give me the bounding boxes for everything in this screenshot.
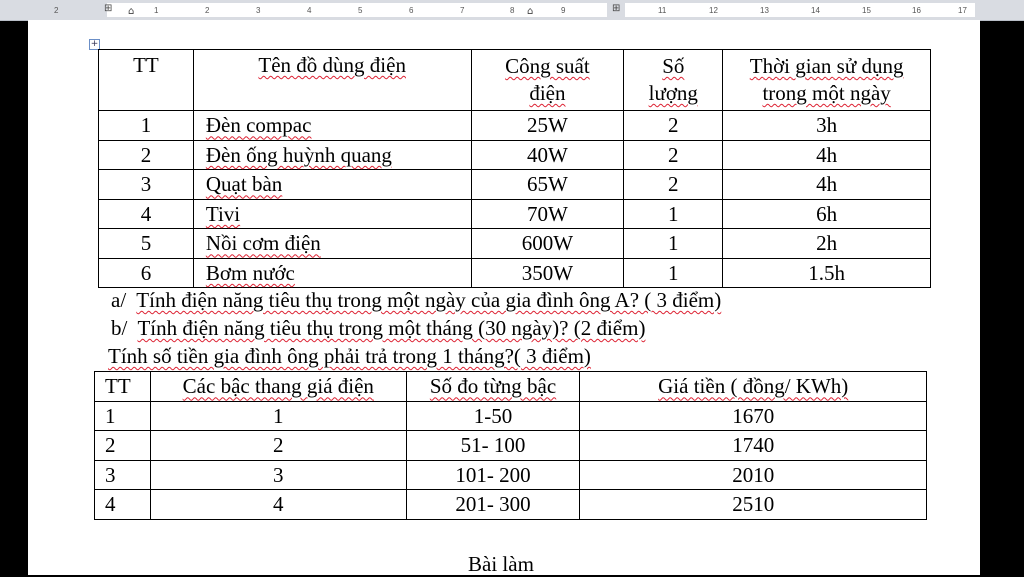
cell-tier: 3 <box>150 460 406 490</box>
question-b <box>111 316 645 341</box>
cell-tt: 2 <box>99 140 194 170</box>
cell-appliance: Đèn ống huỳnh quang <box>193 140 471 170</box>
table-row <box>99 229 931 259</box>
cell-time: 3h <box>723 111 931 141</box>
document-page[interactable] <box>28 20 980 575</box>
cell-range: 101- 200 <box>406 460 580 490</box>
cell-time: 2h <box>723 229 931 259</box>
cell-quantity: 1 <box>624 229 723 259</box>
cell-time: 4h <box>723 140 931 170</box>
cell-appliance: Bơm nước <box>193 258 471 288</box>
cell-price: 2510 <box>580 490 927 520</box>
cell-tt: 3 <box>99 170 194 200</box>
question-b-text: Tính điện năng tiêu thụ trong một tháng (30 ngày)? (2 điểm) <box>137 316 646 340</box>
header-price: Giá tiền ( đồng/ KWh) <box>580 372 927 402</box>
cell-tt: 3 <box>95 460 151 490</box>
cell-tt: 1 <box>95 401 151 431</box>
cell-appliance: Đèn compac <box>193 111 471 141</box>
question-c <box>108 344 591 369</box>
cell-tier: 1 <box>150 401 406 431</box>
header-tt: TT <box>95 372 151 402</box>
header-usage-time: Thời gian sử dụng trong một ngày <box>723 50 931 111</box>
cell-appliance: Nồi cơm điện <box>193 229 471 259</box>
table-row <box>99 140 931 170</box>
cell-time: 6h <box>723 199 931 229</box>
cell-power: 70W <box>471 199 624 229</box>
cell-quantity: 2 <box>624 111 723 141</box>
ruler-label: 2 <box>54 6 59 15</box>
table-row <box>99 111 931 141</box>
table-header-row <box>95 372 927 402</box>
cell-power: 65W <box>471 170 624 200</box>
ruler-label: 3 <box>256 6 261 15</box>
header-tt: TT <box>99 50 194 111</box>
column-marker-right-icon[interactable]: ⊞ <box>612 3 621 14</box>
ruler-label: 8 <box>510 6 515 15</box>
price-table <box>94 371 927 520</box>
question-a-text: Tính điện năng tiêu thụ trong một ngày của gia đình ông A? ( 3 điểm) <box>136 288 722 312</box>
ruler-label: 7 <box>460 6 465 15</box>
cell-tt: 4 <box>99 199 194 229</box>
cell-power: 600W <box>471 229 624 259</box>
question-a-label: a/ <box>111 288 127 312</box>
ruler-label: 6 <box>409 6 414 15</box>
cell-quantity: 2 <box>624 140 723 170</box>
question-b-label: b/ <box>111 316 128 340</box>
cell-appliance: Tivi <box>193 199 471 229</box>
cell-range: 1-50 <box>406 401 580 431</box>
cell-tt: 1 <box>99 111 194 141</box>
cell-quantity: 1 <box>624 199 723 229</box>
tab-marker-icon[interactable]: ⌂ <box>527 6 534 17</box>
ruler-label: 9 <box>561 6 566 15</box>
cell-time: 4h <box>723 170 931 200</box>
indent-marker-icon[interactable]: ⌂ <box>128 6 135 17</box>
cell-power: 350W <box>471 258 624 288</box>
cell-tt: 5 <box>99 229 194 259</box>
table-row <box>99 258 931 288</box>
cell-tt: 4 <box>95 490 151 520</box>
table-row <box>99 170 931 200</box>
ruler-label: 13 <box>760 6 769 15</box>
cell-price: 1740 <box>580 431 927 461</box>
header-appliance-name: Tên đồ dùng điện <box>193 50 471 111</box>
table-row <box>95 401 927 431</box>
cell-appliance: Quạt bàn <box>193 170 471 200</box>
cell-price: 2010 <box>580 460 927 490</box>
table-row <box>95 431 927 461</box>
header-tier-range: Số đo từng bậc <box>406 372 580 402</box>
cell-power: 40W <box>471 140 624 170</box>
ruler-label: 1 <box>154 6 159 15</box>
ruler-label: 4 <box>307 6 312 15</box>
header-price-tier: Các bậc thang giá điện <box>150 372 406 402</box>
appliance-table <box>98 49 931 288</box>
ruler-label: 2 <box>205 6 210 15</box>
ruler-label: 12 <box>709 6 718 15</box>
table-header-row <box>99 50 931 111</box>
ruler-label: 11 <box>658 6 667 15</box>
table-row <box>95 490 927 520</box>
column-marker-icon[interactable]: ⊞ <box>104 3 113 14</box>
table-row <box>99 199 931 229</box>
cell-range: 51- 100 <box>406 431 580 461</box>
cell-time: 1.5h <box>723 258 931 288</box>
cell-power: 25W <box>471 111 624 141</box>
table-move-handle-icon[interactable]: + <box>90 39 99 49</box>
cell-quantity: 1 <box>624 258 723 288</box>
cell-range: 201- 300 <box>406 490 580 520</box>
ruler-label: 17 <box>958 6 967 15</box>
cell-tt: 2 <box>95 431 151 461</box>
ruler-text-area-right <box>625 3 975 17</box>
horizontal-ruler[interactable] <box>0 0 1024 21</box>
ruler-label: 15 <box>862 6 871 15</box>
cell-tier: 2 <box>150 431 406 461</box>
table-row <box>95 460 927 490</box>
ruler-label: 14 <box>811 6 820 15</box>
answer-heading: Bài làm <box>468 552 534 576</box>
ruler-label: 16 <box>912 6 921 15</box>
header-quantity: Số lượng <box>624 50 723 111</box>
cell-price: 1670 <box>580 401 927 431</box>
cell-tt: 6 <box>99 258 194 288</box>
header-power: Công suất điện <box>471 50 624 111</box>
cell-quantity: 2 <box>624 170 723 200</box>
question-a <box>111 288 721 313</box>
cell-tier: 4 <box>150 490 406 520</box>
ruler-label: 5 <box>358 6 363 15</box>
question-c-text: Tính số tiền gia đình ông phải trả trong 1 tháng?( 3 điểm) <box>108 344 591 368</box>
